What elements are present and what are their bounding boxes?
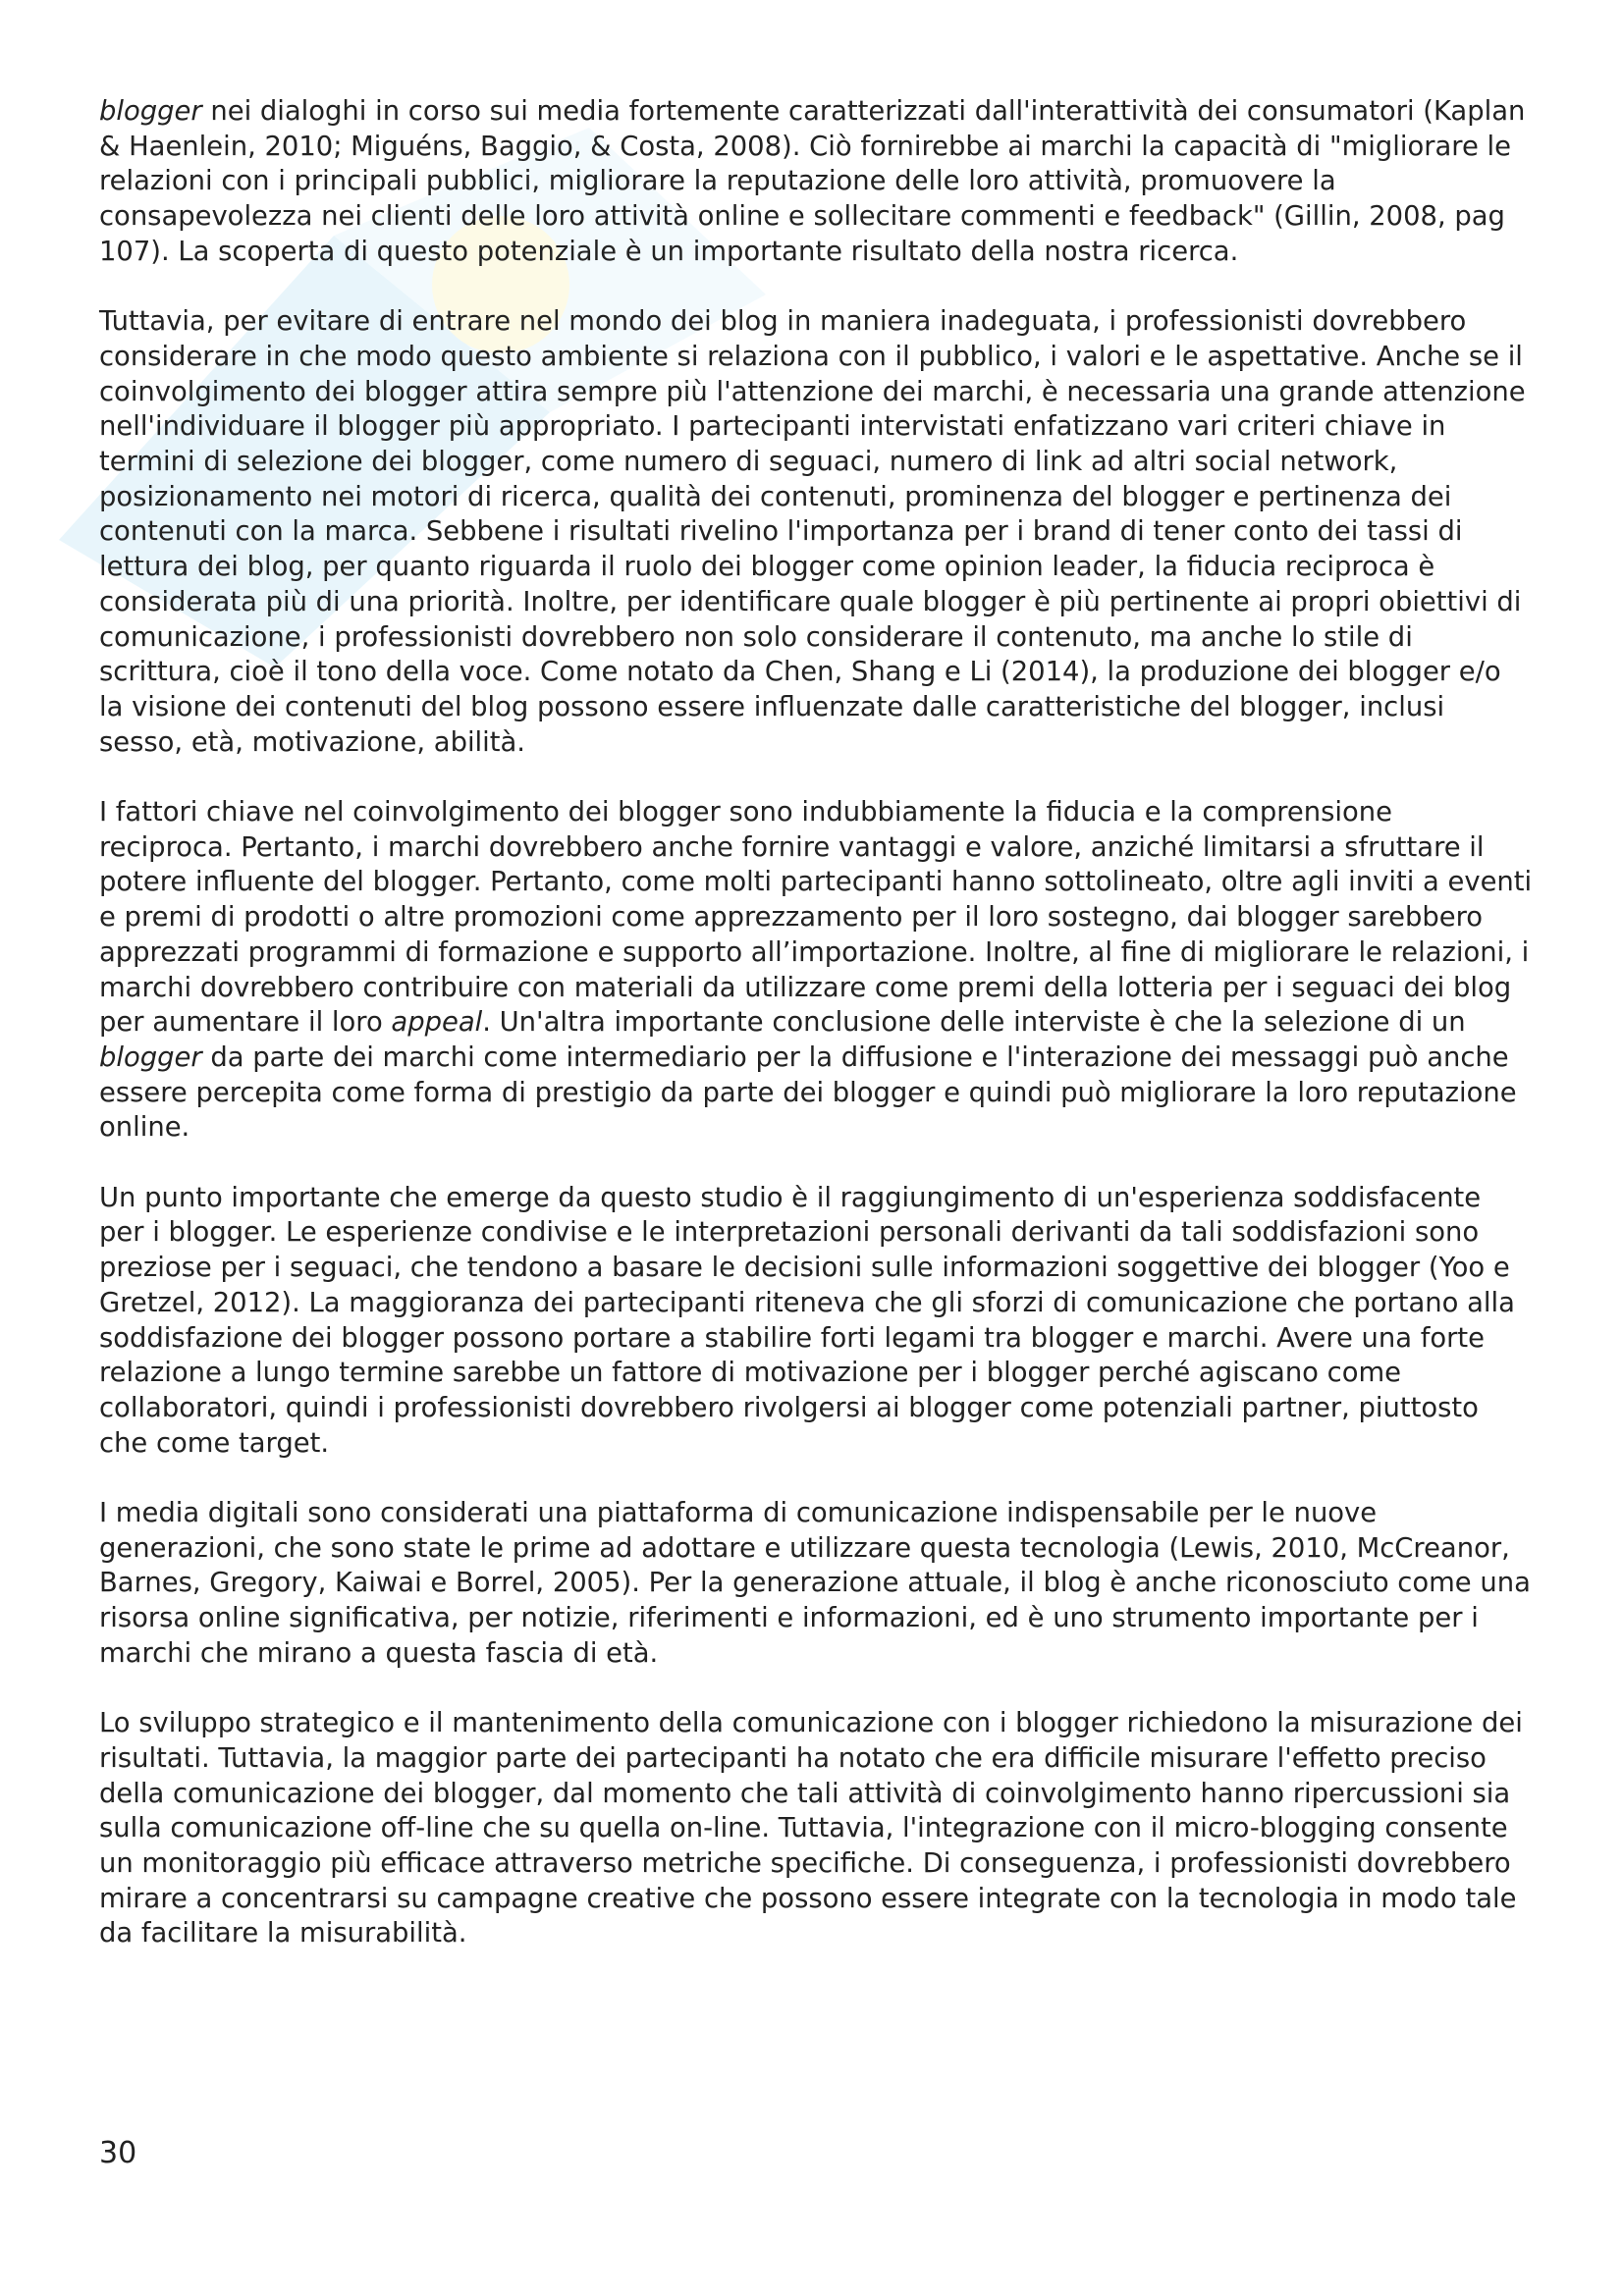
paragraph (99, 304, 1533, 760)
paragraph-text: . Un'altra importante conclusione delle interviste è che la selezione di un (482, 1007, 1466, 1039)
paragraph-text: Tuttavia, per evitare di entrare nel mondo dei blog in maniera inadeguata, i professionisti dovrebbero considerare in che modo questo ambiente si relaziona con il pubblico, i valori e le aspettative. Anche se il coinvolgimento dei blogger attira sempre più l'attenzione dei marchi, è necessaria una grande attenzione nell'individuare il blogger più appropriato. I partecipanti intervistati enfatizzano vari criteri chiave in termini di selezione dei blogger, come numero di seguaci, numero di link ad altri social network, posizionamento nei motori di ricerca, qualità dei contenuti, prominenza del blogger e pertinenza dei contenuti con la marca. Sebbene i risultati rivelino l'importanza per i brand di tener conto dei tassi di lettura dei blog, per quanto riguarda il ruolo dei blogger come opinion leader, la fiducia reciproca è considerata più di una priorità. Inoltre, per identificare quale blogger è più pertinente ai propri obiettivi di comunicazione, i professionisti dovrebbero non solo considerare il contenuto, ma anche lo stile di scrittura, cioè il tono della voce. Come notato da Chen, Shang e Li (2014), la produzione dei blogger e/o la visione dei contenuti del blog possono essere influenzate dalle caratteristiche del blogger, inclusi sesso, età, motivazione, abilità. (99, 306, 1526, 758)
paragraph (99, 1706, 1533, 1951)
italic-text: blogger (99, 96, 202, 127)
paragraph-text: Un punto importante che emerge da questo studio è il raggiungimento di un'esperienza soddisfacente per i blogger. Le esperienze condivise e le interpretazioni personali derivanti da tali soddisfazioni sono preziose per i seguaci, che tendono a basare le decisioni sulle informazioni soggettive dei blogger (Yoo e Gretzel, 2012). La maggioranza dei partecipanti riteneva che gli sforzi di comunicazione che portano alla soddisfazione dei blogger possono portare a stabilire forti legami tra blogger e marchi. Avere una forte relazione a lungo termine sarebbe un fattore di motivazione per i blogger perché agiscano come collaboratori, quindi i professionisti dovrebbero rivolgersi ai blogger come potenziali partner, piuttosto che come target. (99, 1182, 1515, 1459)
paragraph (99, 1181, 1533, 1462)
paragraph-text: I media digitali sono considerati una piattaforma di comunicazione indispensabile per le nuove generazioni, che sono state le prime ad adottare e utilizzare questa tecnologia (Lewis, 2010, McCreanor, Barnes, Gregory, Kaiwai e Borrel, 2005). Per la generazione attuale, il blog è anche riconosciuto come una risorsa online significativa, per notizie, riferimenti e informazioni, ed è uno strumento importante per i marchi che mirano a questa fascia di età. (99, 1498, 1531, 1669)
italic-text: appeal (391, 1007, 483, 1039)
paragraph-text: nei dialoghi in corso sui media fortemente caratterizzati dall'interattività dei consumatori (Kaplan & Haenlein, 2010; Miguéns, Baggio, & Costa, 2008). Ciò fornirebbe ai marchi la capacità di "migliorare le relazioni con i principali pubblici, migliorare la reputazione delle loro attività, promuovere la consapevolezza nei clienti delle loro attività online e sollecitare commenti e feedback" (Gillin, 2008, pag 107). La scoperta di questo potenziale è un importante risultato della nostra ricerca. (99, 96, 1526, 267)
paragraph-text: da parte dei marchi come intermediario per la diffusione e l'interazione dei messaggi può anche essere percepita come forma di prestigio da parte dei blogger e quindi può migliorare la loro reputazione online. (99, 1041, 1517, 1144)
paragraph (99, 795, 1533, 1146)
paragraph-text: Lo sviluppo strategico e il mantenimento della comunicazione con i blogger richiedono la misurazione dei risultati. Tuttavia, la maggior parte dei partecipanti ha notato che era difficile misurare l'effetto preciso della comunicazione dei blogger, dal momento che tali attività di coinvolgimento hanno ripercussioni sia sulla comunicazione off-line che su quella on-line. Tuttavia, l'integrazione con il micro-blogging consente un monitoraggio più efficace attraverso metriche specifiche. Di conseguenza, i professionisti dovrebbero mirare a concentrarsi su campagne creative che possono essere integrate con la tecnologia in modo tale da facilitare la misurabilità. (99, 1708, 1523, 1949)
paragraph (99, 94, 1533, 270)
italic-text: blogger (99, 1041, 202, 1073)
paragraph-text: I fattori chiave nel coinvolgimento dei blogger sono indubbiamente la fiducia e la comprensione reciproca. Pertanto, i marchi dovrebbero anche fornire vantaggi e valore, anziché limitarsi a sfruttare il potere influente del blogger. Pertanto, come molti partecipanti hanno sottolineato, oltre agli inviti a eventi e premi di prodotti o altre promozioni come apprezzamento per il loro sostegno, dai blogger sarebbero apprezzati programmi di formazione e supporto all’importazione. Inoltre, al fine di migliorare le relazioni, i marchi dovrebbero contribuire con materiali da utilizzare come premi della lotteria per i seguaci dei blog per aumentare il loro (99, 797, 1533, 1039)
page-number: 30 (99, 2136, 137, 2170)
document-body (99, 94, 1533, 1987)
paragraph (99, 1496, 1533, 1672)
